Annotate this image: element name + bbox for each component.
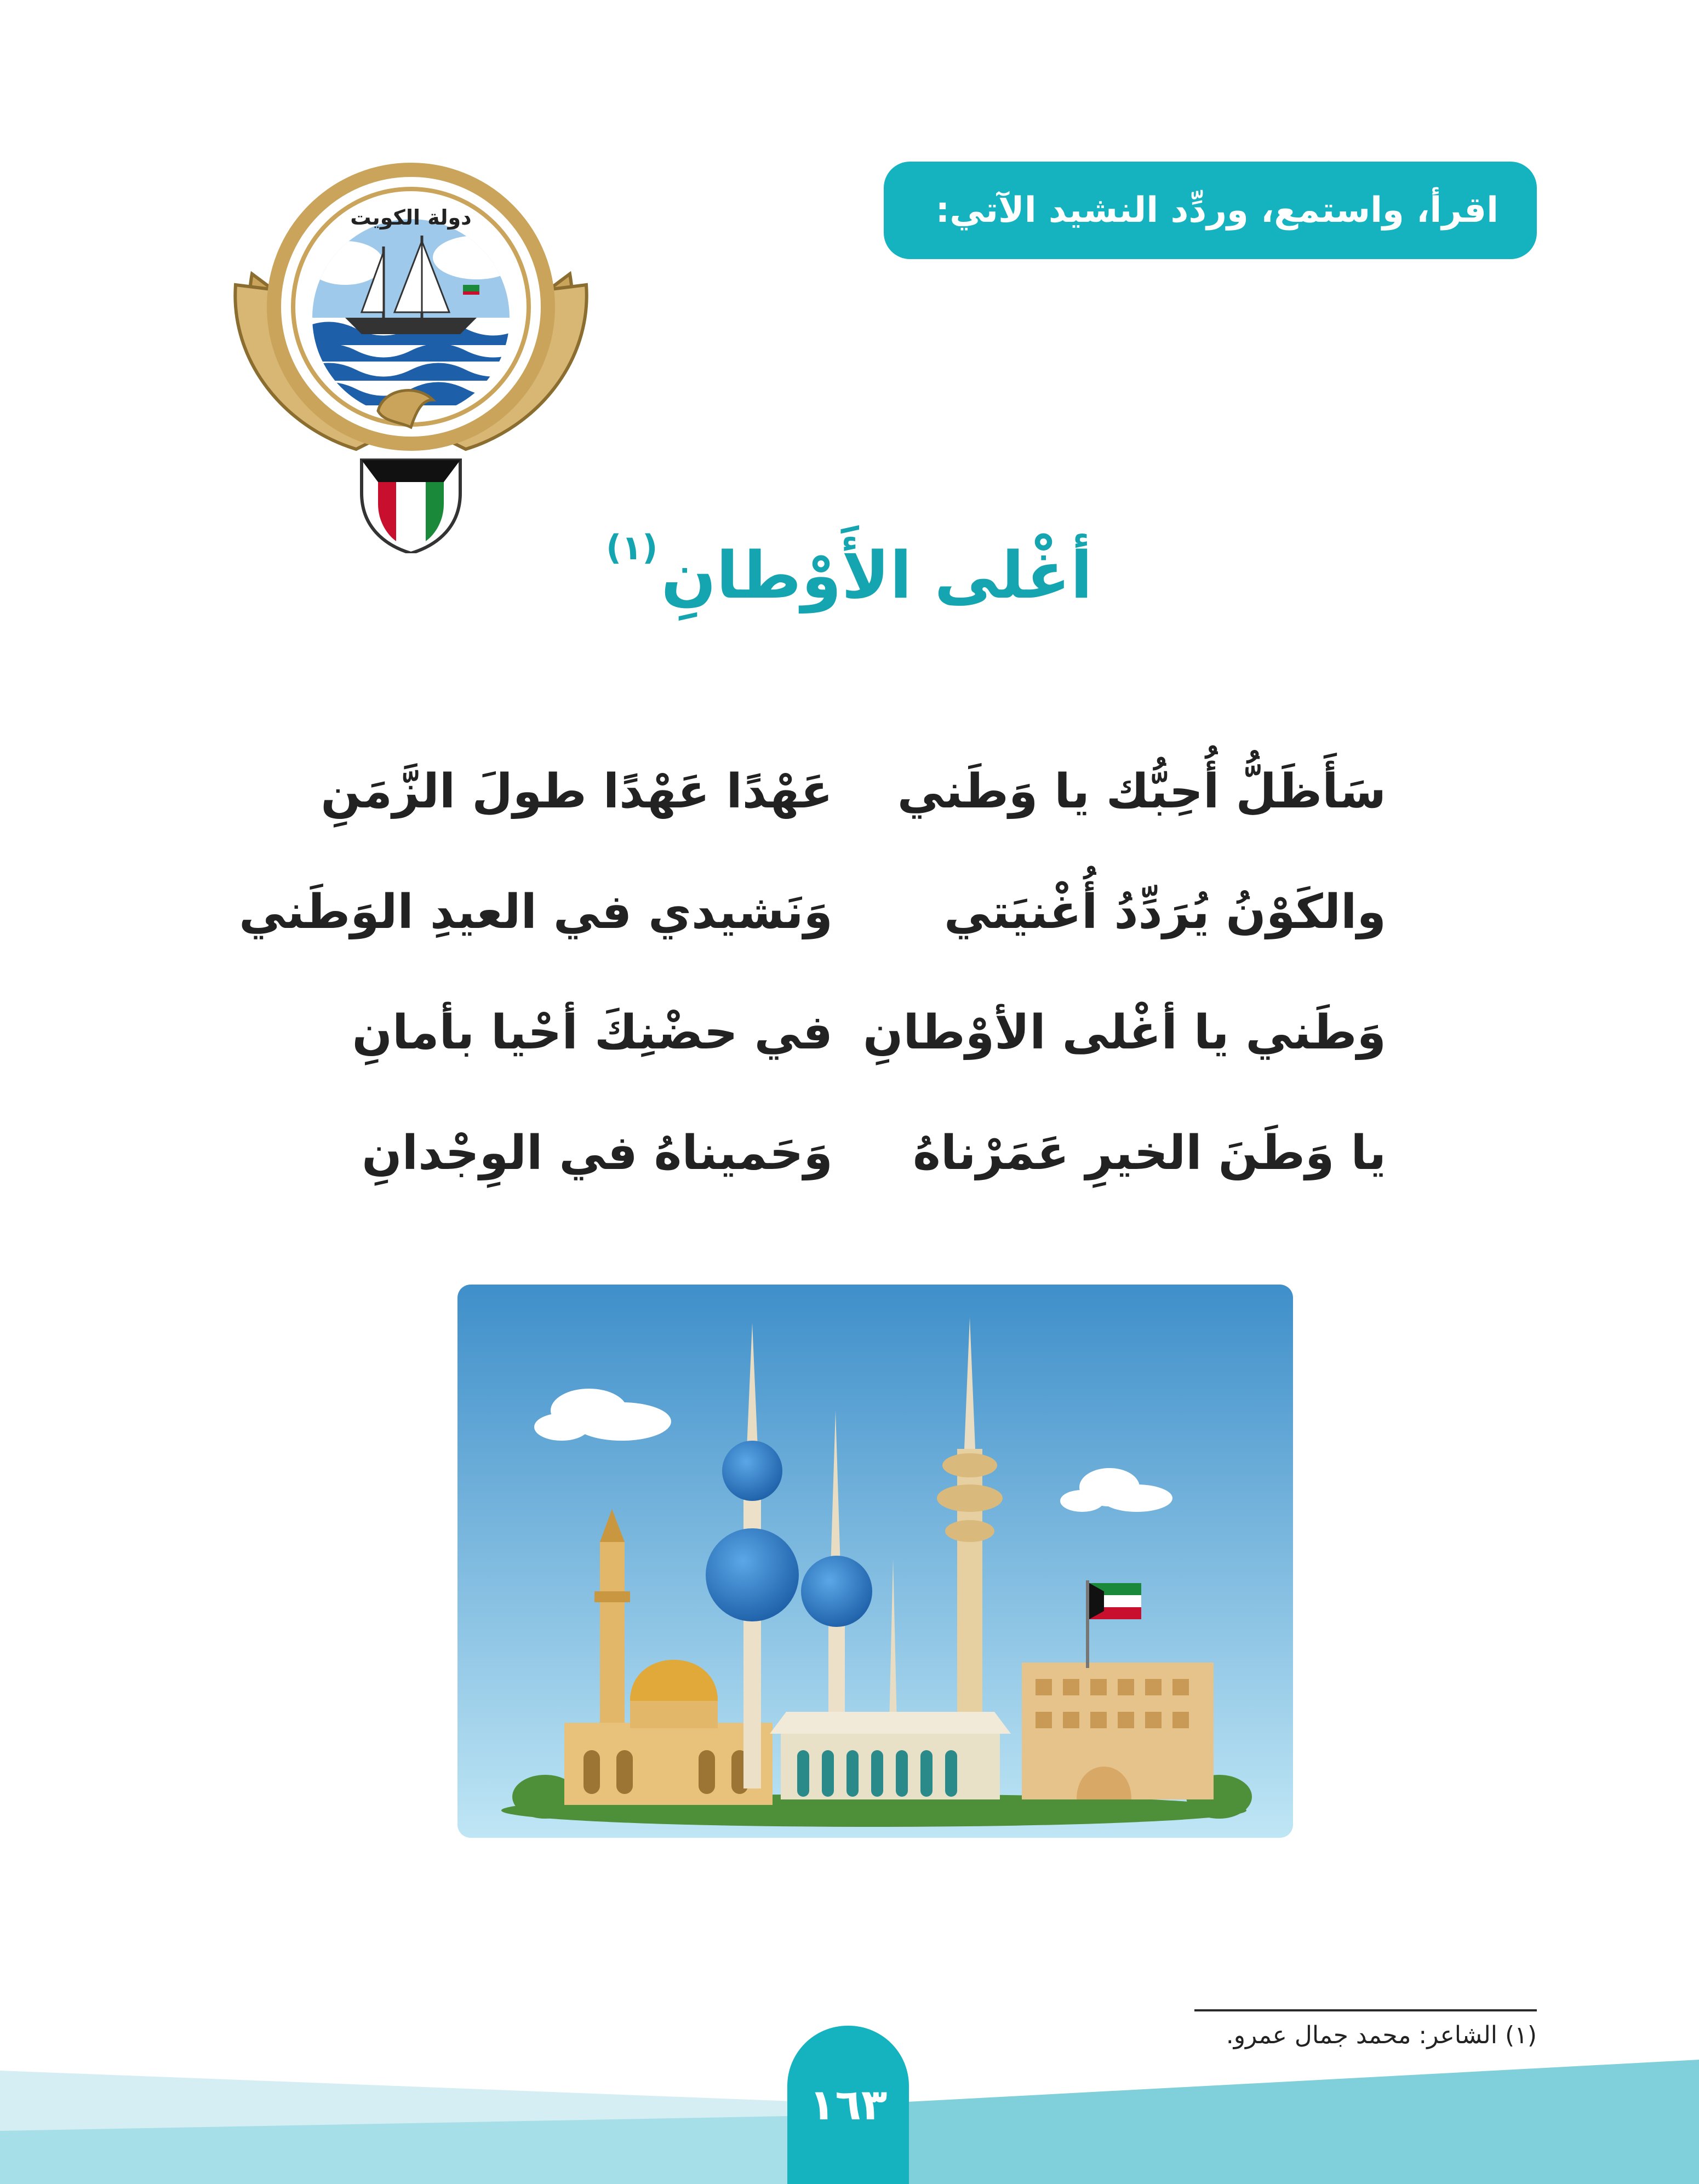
page-number-text: ١٦٣ <box>809 2080 888 2130</box>
footnote-divider <box>1194 2009 1537 2011</box>
emblem-arc-text: دولة الكويت <box>350 205 472 230</box>
footnote: (١) الشاعر: محمد جمال عمرو. <box>1226 2021 1537 2049</box>
poem <box>239 731 1386 1213</box>
instruction-text: اقرأ، واستمع، وردِّد النشيد الآتي: <box>935 190 1498 231</box>
verse-first-hemistich: سَأَظَلُّ أُحِبُّك يا وَطَني <box>897 764 1386 819</box>
verse-second-hemistich: وَنَشيدي في العيدِ الوَطَني <box>239 885 833 939</box>
verse-first-hemistich: والكَوْنُ يُرَدِّدُ أُغْنيَتي <box>943 885 1386 939</box>
poem-verse <box>362 1093 1386 1213</box>
kuwait-emblem-icon <box>219 153 603 553</box>
page-number <box>787 2026 909 2184</box>
verse-first-hemistich: وَطَني يا أغْلى الأوْطانِ <box>863 1005 1386 1060</box>
footnote-marker: (١) <box>605 528 658 568</box>
verse-second-hemistich: وَحَميناهُ في الوِجْدانِ <box>362 1126 833 1180</box>
poem-verse <box>321 731 1386 852</box>
poem-title <box>575 526 1123 617</box>
poem-title-text: أغْلى الأَوْطانِ <box>661 537 1093 613</box>
kuwait-skyline-illustration-icon <box>457 1285 1293 1838</box>
poem-verse <box>239 852 1386 972</box>
verse-second-hemistich: عَهْدًا عَهْدًا طولَ الزَّمَنِ <box>321 764 833 819</box>
verse-first-hemistich: يا وَطَنَ الخيرِ عَمَرْناهُ <box>913 1126 1386 1180</box>
verse-second-hemistich: في حضْنِكَ أحْيا بأمانِ <box>352 1005 833 1060</box>
poem-verse <box>352 972 1386 1093</box>
instruction-banner <box>884 162 1537 259</box>
